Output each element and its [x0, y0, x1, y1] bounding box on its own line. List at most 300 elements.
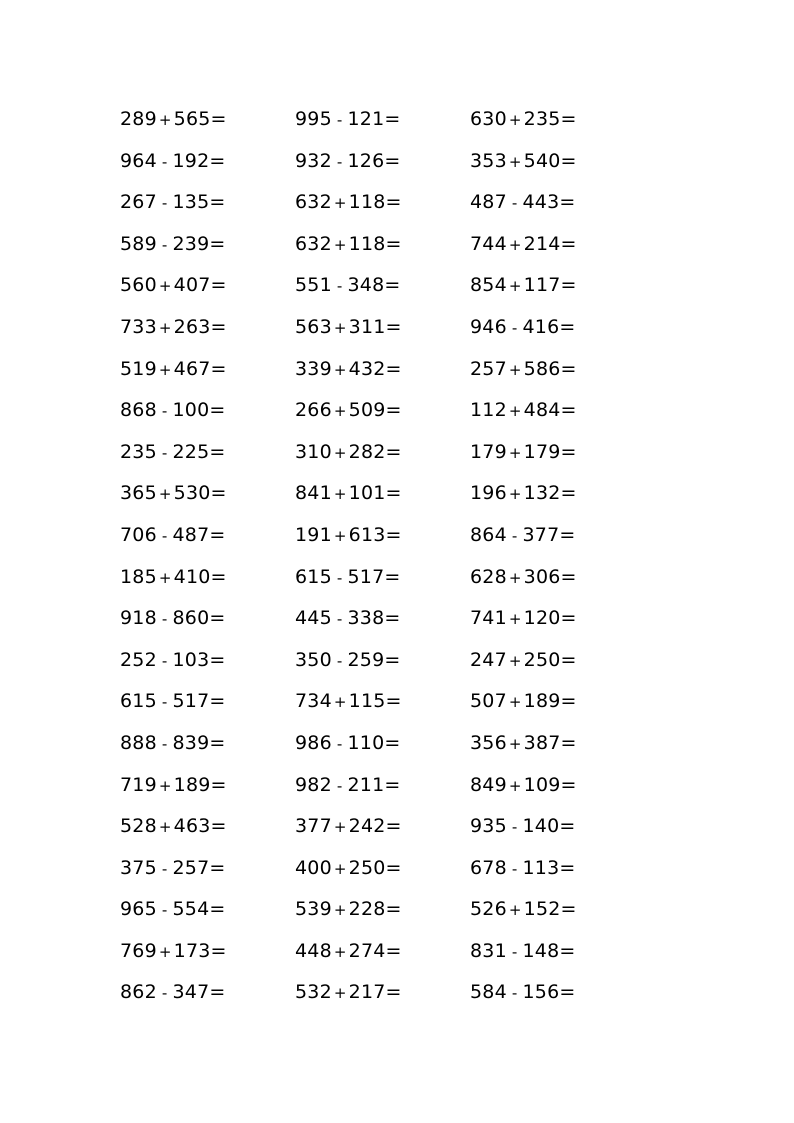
equals-sign: =: [559, 856, 576, 879]
operator-sign: -: [161, 693, 168, 712]
operator-sign: -: [336, 734, 343, 753]
first-operand: 744: [470, 232, 507, 255]
first-operand: 339: [295, 357, 332, 380]
first-operand: 935: [470, 815, 507, 838]
equals-sign: =: [560, 357, 577, 380]
second-operand: 225: [172, 440, 210, 463]
operator-sign: +: [508, 734, 522, 753]
math-problem: [295, 938, 455, 980]
first-operand: 965: [120, 898, 157, 921]
math-problem: [295, 772, 455, 814]
first-operand: 615: [295, 565, 332, 588]
second-operand: 214: [523, 232, 561, 255]
equals-sign: =: [559, 939, 576, 962]
second-operand: 179: [523, 440, 561, 463]
math-problem: [470, 148, 630, 190]
equals-sign: =: [384, 607, 401, 630]
second-operand: 148: [522, 939, 560, 962]
math-problem: [120, 772, 280, 814]
second-operand: 517: [172, 690, 210, 713]
second-operand: 100: [172, 399, 210, 422]
math-problem: [120, 439, 280, 481]
first-operand: 400: [295, 856, 332, 879]
equals-sign: =: [560, 482, 577, 505]
operator-sign: -: [336, 776, 343, 795]
first-operand: 849: [470, 773, 507, 796]
second-operand: 377: [522, 523, 560, 546]
second-operand: 348: [347, 274, 385, 297]
equals-sign: =: [385, 939, 402, 962]
operator-sign: +: [333, 693, 347, 712]
problem-column-1: [120, 106, 280, 1021]
equals-sign: =: [209, 523, 226, 546]
equals-sign: =: [385, 898, 402, 921]
operator-sign: -: [511, 984, 518, 1003]
first-operand: 377: [295, 815, 332, 838]
first-operand: 365: [120, 482, 157, 505]
operator-sign: -: [161, 984, 168, 1003]
operator-sign: -: [161, 610, 168, 629]
first-operand: 179: [470, 440, 507, 463]
first-operand: 289: [120, 108, 157, 130]
equals-sign: =: [209, 648, 226, 671]
operator-sign: +: [333, 942, 347, 961]
math-problem: [470, 938, 630, 980]
operator-sign: +: [333, 402, 347, 421]
operator-sign: -: [161, 443, 168, 462]
second-operand: 217: [348, 981, 386, 1004]
equals-sign: =: [385, 815, 402, 838]
first-operand: 982: [295, 773, 332, 796]
math-problem: [295, 480, 455, 522]
equals-sign: =: [385, 482, 402, 505]
math-problem: [120, 896, 280, 938]
equals-sign: =: [210, 939, 227, 962]
equals-sign: =: [384, 108, 401, 130]
equals-sign: =: [209, 232, 226, 255]
second-operand: 416: [522, 315, 560, 338]
second-operand: 189: [523, 690, 561, 713]
operator-sign: +: [508, 277, 522, 296]
equals-sign: =: [210, 773, 227, 796]
second-operand: 173: [173, 939, 211, 962]
second-operand: 117: [523, 274, 561, 297]
second-operand: 311: [348, 315, 386, 338]
second-operand: 463: [173, 815, 211, 838]
equals-sign: =: [209, 399, 226, 422]
equals-sign: =: [384, 648, 401, 671]
equals-sign: =: [560, 731, 577, 754]
second-operand: 613: [348, 523, 386, 546]
second-operand: 118: [348, 191, 386, 214]
second-operand: 432: [348, 357, 386, 380]
operator-sign: +: [508, 152, 522, 171]
math-problem: [120, 979, 280, 1021]
math-problem: [470, 106, 630, 148]
equals-sign: =: [385, 856, 402, 879]
equals-sign: =: [210, 482, 227, 505]
second-operand: 101: [348, 482, 386, 505]
equals-sign: =: [209, 440, 226, 463]
equals-sign: =: [559, 981, 576, 1004]
second-operand: 530: [173, 482, 211, 505]
second-operand: 443: [522, 191, 560, 214]
first-operand: 375: [120, 856, 157, 879]
equals-sign: =: [209, 191, 226, 214]
math-problem: [470, 231, 630, 273]
equals-sign: =: [385, 440, 402, 463]
math-problem: [120, 189, 280, 231]
second-operand: 152: [523, 898, 561, 921]
math-problem: [470, 314, 630, 356]
math-problem: [120, 730, 280, 772]
math-problem: [470, 772, 630, 814]
equals-sign: =: [385, 357, 402, 380]
math-problem: [295, 647, 455, 689]
math-problem: [470, 730, 630, 772]
operator-sign: +: [508, 651, 522, 670]
math-problem: [120, 231, 280, 273]
operator-sign: +: [508, 402, 522, 421]
math-problem: [295, 356, 455, 398]
first-operand: 628: [470, 565, 507, 588]
math-problem: [470, 480, 630, 522]
first-operand: 888: [120, 731, 157, 754]
math-problem: [470, 813, 630, 855]
second-operand: 839: [172, 731, 210, 754]
equals-sign: =: [209, 149, 226, 172]
math-problem: [470, 688, 630, 730]
math-problem: [120, 938, 280, 980]
second-operand: 120: [523, 607, 561, 630]
second-operand: 228: [348, 898, 386, 921]
equals-sign: =: [384, 731, 401, 754]
math-problem: [470, 896, 630, 938]
equals-sign: =: [559, 315, 576, 338]
second-operand: 565: [173, 108, 211, 130]
first-operand: 678: [470, 856, 507, 879]
second-operand: 113: [522, 856, 560, 879]
first-operand: 185: [120, 565, 157, 588]
second-operand: 347: [172, 981, 210, 1004]
operator-sign: +: [333, 901, 347, 920]
operator-sign: +: [333, 485, 347, 504]
second-operand: 110: [347, 731, 385, 754]
math-problem: [120, 813, 280, 855]
math-problem: [120, 480, 280, 522]
math-problem: [120, 397, 280, 439]
operator-sign: +: [158, 942, 172, 961]
first-operand: 918: [120, 607, 157, 630]
first-operand: 864: [470, 523, 507, 546]
operator-sign: +: [333, 235, 347, 254]
operator-sign: +: [158, 360, 172, 379]
math-problem: [295, 397, 455, 439]
operator-sign: +: [158, 277, 172, 296]
math-problem: [120, 647, 280, 689]
math-problem: [295, 314, 455, 356]
operator-sign: -: [511, 318, 518, 337]
equals-sign: =: [210, 108, 227, 130]
operator-sign: -: [161, 235, 168, 254]
math-problem: [120, 106, 280, 148]
first-operand: 507: [470, 690, 507, 713]
equals-sign: =: [560, 149, 577, 172]
operator-sign: -: [336, 610, 343, 629]
equals-sign: =: [560, 773, 577, 796]
second-operand: 250: [523, 648, 561, 671]
operator-sign: -: [161, 152, 168, 171]
second-operand: 189: [173, 773, 211, 796]
math-problem: [295, 688, 455, 730]
math-problem: [120, 605, 280, 647]
first-operand: 519: [120, 357, 157, 380]
equals-sign: =: [560, 108, 577, 130]
second-operand: 103: [172, 648, 210, 671]
operator-sign: +: [508, 443, 522, 462]
first-operand: 247: [470, 648, 507, 671]
first-operand: 191: [295, 523, 332, 546]
first-operand: 932: [295, 149, 332, 172]
second-operand: 132: [523, 482, 561, 505]
second-operand: 274: [348, 939, 386, 962]
math-problem: [120, 688, 280, 730]
first-operand: 741: [470, 607, 507, 630]
math-problem: [470, 605, 630, 647]
second-operand: 211: [347, 773, 385, 796]
operator-sign: -: [511, 526, 518, 545]
equals-sign: =: [385, 399, 402, 422]
first-operand: 769: [120, 939, 157, 962]
operator-sign: -: [161, 526, 168, 545]
second-operand: 338: [347, 607, 385, 630]
equals-sign: =: [560, 232, 577, 255]
math-problem: [120, 855, 280, 897]
equals-sign: =: [559, 815, 576, 838]
operator-sign: +: [158, 111, 172, 129]
operator-sign: -: [161, 901, 168, 920]
operator-sign: -: [511, 194, 518, 213]
operator-sign: -: [161, 859, 168, 878]
first-operand: 539: [295, 898, 332, 921]
equals-sign: =: [385, 981, 402, 1004]
second-operand: 554: [172, 898, 210, 921]
math-problem: [295, 106, 455, 148]
first-operand: 532: [295, 981, 332, 1004]
second-operand: 387: [523, 731, 561, 754]
operator-sign: +: [508, 693, 522, 712]
second-operand: 239: [172, 232, 210, 255]
equals-sign: =: [560, 565, 577, 588]
equals-sign: =: [210, 357, 227, 380]
equals-sign: =: [210, 565, 227, 588]
first-operand: 257: [470, 357, 507, 380]
math-problem: [470, 979, 630, 1021]
first-operand: 719: [120, 773, 157, 796]
second-operand: 126: [347, 149, 385, 172]
operator-sign: -: [511, 818, 518, 837]
first-operand: 235: [120, 440, 157, 463]
first-operand: 267: [120, 191, 157, 214]
first-operand: 831: [470, 939, 507, 962]
operator-sign: +: [508, 610, 522, 629]
operator-sign: +: [333, 859, 347, 878]
second-operand: 259: [347, 648, 385, 671]
first-operand: 196: [470, 482, 507, 505]
first-operand: 551: [295, 274, 332, 297]
first-operand: 252: [120, 648, 157, 671]
equals-sign: =: [209, 731, 226, 754]
operator-sign: -: [336, 152, 343, 171]
operator-sign: +: [508, 485, 522, 504]
second-operand: 540: [523, 149, 561, 172]
operator-sign: +: [333, 318, 347, 337]
equals-sign: =: [385, 523, 402, 546]
first-operand: 734: [295, 690, 332, 713]
math-problem: [295, 896, 455, 938]
second-operand: 250: [348, 856, 386, 879]
second-operand: 410: [173, 565, 211, 588]
math-problem: [295, 564, 455, 606]
operator-sign: +: [333, 443, 347, 462]
math-problem: [295, 522, 455, 564]
second-operand: 242: [348, 815, 386, 838]
second-operand: 263: [173, 315, 211, 338]
math-problem: [295, 148, 455, 190]
equals-sign: =: [209, 607, 226, 630]
operator-sign: +: [508, 901, 522, 920]
first-operand: 632: [295, 191, 332, 214]
operator-sign: -: [511, 859, 518, 878]
equals-sign: =: [559, 523, 576, 546]
operator-sign: -: [336, 651, 343, 670]
operator-sign: -: [336, 111, 343, 129]
equals-sign: =: [384, 149, 401, 172]
operator-sign: +: [508, 568, 522, 587]
equals-sign: =: [384, 274, 401, 297]
math-problem: [470, 397, 630, 439]
first-operand: 995: [295, 108, 332, 130]
operator-sign: -: [161, 402, 168, 421]
equals-sign: =: [560, 274, 577, 297]
second-operand: 586: [523, 357, 561, 380]
math-problem: [470, 272, 630, 314]
first-operand: 487: [470, 191, 507, 214]
math-problem: [295, 855, 455, 897]
math-problem: [295, 189, 455, 231]
second-operand: 282: [348, 440, 386, 463]
first-operand: 445: [295, 607, 332, 630]
second-operand: 235: [523, 108, 561, 130]
first-operand: 560: [120, 274, 157, 297]
second-operand: 121: [347, 108, 385, 130]
equals-sign: =: [560, 690, 577, 713]
equals-sign: =: [384, 565, 401, 588]
first-operand: 868: [120, 399, 157, 422]
first-operand: 733: [120, 315, 157, 338]
first-operand: 356: [470, 731, 507, 754]
math-problem: [295, 272, 455, 314]
operator-sign: -: [161, 194, 168, 213]
math-problem: [295, 231, 455, 273]
second-operand: 487: [172, 523, 210, 546]
first-operand: 862: [120, 981, 157, 1004]
operator-sign: -: [161, 651, 168, 670]
math-problem: [470, 439, 630, 481]
first-operand: 526: [470, 898, 507, 921]
math-problem: [295, 730, 455, 772]
math-problem: [295, 979, 455, 1021]
first-operand: 854: [470, 274, 507, 297]
operator-sign: +: [333, 526, 347, 545]
first-operand: 112: [470, 399, 507, 422]
math-problem: [120, 564, 280, 606]
equals-sign: =: [560, 898, 577, 921]
second-operand: 306: [523, 565, 561, 588]
second-operand: 115: [348, 690, 386, 713]
problem-column-3: [470, 106, 630, 1021]
second-operand: 118: [348, 232, 386, 255]
equals-sign: =: [385, 191, 402, 214]
operator-sign: +: [333, 984, 347, 1003]
operator-sign: +: [508, 776, 522, 795]
operator-sign: +: [158, 568, 172, 587]
equals-sign: =: [209, 981, 226, 1004]
math-problem: [295, 605, 455, 647]
first-operand: 630: [470, 108, 507, 130]
first-operand: 986: [295, 731, 332, 754]
operator-sign: +: [158, 485, 172, 504]
math-problem: [470, 647, 630, 689]
first-operand: 350: [295, 648, 332, 671]
first-operand: 841: [295, 482, 332, 505]
first-operand: 563: [295, 315, 332, 338]
math-problem: [120, 272, 280, 314]
math-problem: [470, 189, 630, 231]
equals-sign: =: [560, 648, 577, 671]
math-problem: [470, 356, 630, 398]
equals-sign: =: [210, 815, 227, 838]
equals-sign: =: [210, 274, 227, 297]
operator-sign: -: [336, 277, 343, 296]
second-operand: 135: [172, 191, 210, 214]
first-operand: 632: [295, 232, 332, 255]
first-operand: 448: [295, 939, 332, 962]
equals-sign: =: [209, 898, 226, 921]
second-operand: 407: [173, 274, 211, 297]
first-operand: 964: [120, 149, 157, 172]
equals-sign: =: [385, 232, 402, 255]
equals-sign: =: [560, 399, 577, 422]
second-operand: 467: [173, 357, 211, 380]
first-operand: 528: [120, 815, 157, 838]
operator-sign: +: [333, 818, 347, 837]
math-problem: [120, 356, 280, 398]
second-operand: 517: [347, 565, 385, 588]
equals-sign: =: [385, 690, 402, 713]
operator-sign: +: [508, 360, 522, 379]
operator-sign: +: [158, 818, 172, 837]
second-operand: 257: [172, 856, 210, 879]
first-operand: 946: [470, 315, 507, 338]
math-problem: [470, 855, 630, 897]
second-operand: 484: [523, 399, 561, 422]
first-operand: 310: [295, 440, 332, 463]
first-operand: 584: [470, 981, 507, 1004]
math-problem: [470, 564, 630, 606]
operator-sign: +: [158, 318, 172, 337]
second-operand: 509: [348, 399, 386, 422]
